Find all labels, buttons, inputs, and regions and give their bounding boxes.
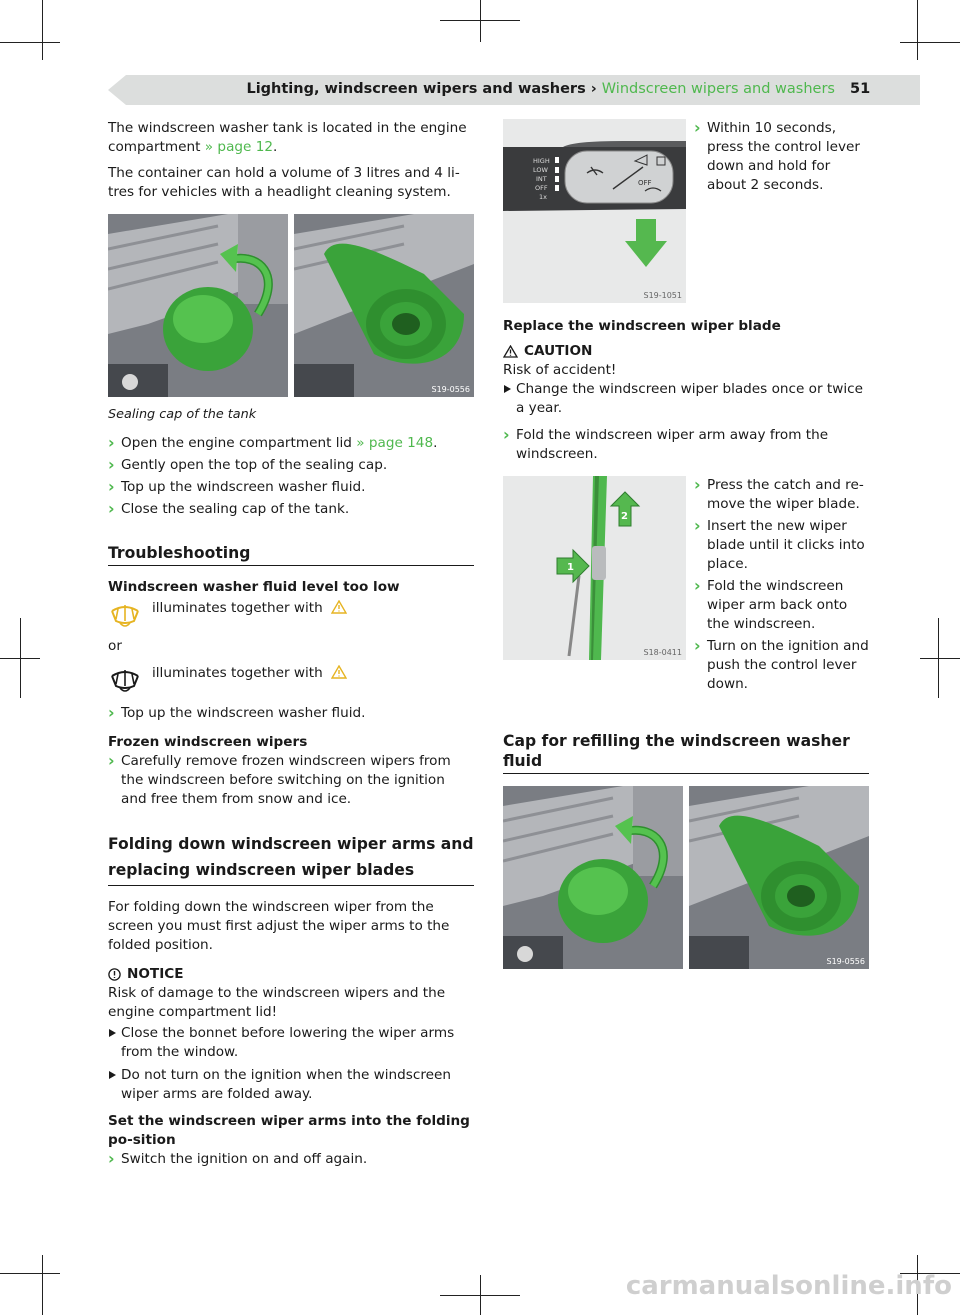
indicator-row-1 (108, 599, 474, 629)
crop-mark (917, 0, 918, 60)
blade-step-label-1: 1 (567, 562, 574, 573)
indicator-text-1 (152, 599, 347, 620)
step-fold-back: › Fold the windscreen wiper arm back onto the windscreen. (694, 577, 869, 634)
crop-mark (920, 658, 960, 659)
crop-mark (42, 0, 43, 60)
figure-code: S19-1051 (643, 291, 682, 300)
step-remove-blade: › Press the catch and re-move the wiper blade. (694, 476, 869, 514)
heading-low-fluid: Windscreen washer fluid level too low (108, 579, 400, 595)
control-lever-figure (503, 119, 686, 303)
folding-intro: For folding down the windscreen wiper from the screen you must first adjust the wiper arms to the folded position. (108, 899, 450, 953)
indicator-row-2 (108, 664, 474, 694)
lever-label-low: LOW (533, 166, 548, 174)
left-column (108, 119, 474, 1172)
breadcrumb (246, 80, 835, 99)
figure-code: S18-0411 (643, 648, 682, 657)
notice-label: NOTICE (127, 966, 184, 982)
crop-mark (0, 1273, 60, 1274)
breadcrumb-separator: › (585, 81, 602, 97)
wiper-blade-figure (503, 476, 686, 660)
figure-caption: Sealing cap of the tank (108, 407, 257, 422)
heading-replace-blade: Replace the windscreen wiper blade (503, 318, 781, 334)
warning-triangle-icon (503, 345, 518, 358)
crop-mark (480, 1275, 481, 1315)
lever-label-off: OFF (535, 184, 548, 192)
lever-step-text (694, 119, 869, 303)
breadcrumb-section[interactable]: Windscreen wipers and washers (601, 81, 835, 97)
caution-label: CAUTION (524, 343, 593, 359)
heading-troubleshooting: Troubleshooting (108, 543, 474, 566)
lever-label-int: INT (536, 175, 547, 183)
engine-photo-cap-closed (108, 214, 288, 397)
step-remove-frozen: › Carefully remove frozen windscreen wipers from the windscreen before switching on the ignition and free them from snow and ice. (108, 752, 474, 809)
indicator-text-2 (152, 664, 347, 685)
notice-item: Do not turn on the ignition when the windscreen wiper arms are folded away. (108, 1066, 474, 1104)
watermark[interactable]: carmanualsonline.info (625, 1271, 952, 1301)
lever-label-high: HIGH (533, 157, 550, 165)
engine-photo-cap-open (294, 214, 474, 397)
info-circle-icon (108, 968, 121, 981)
crop-mark (20, 618, 21, 698)
step-push-lever: › Turn on the ignition and push the control lever down. (694, 637, 869, 694)
heading-folding-down: Folding down windscreen wiper arms and replacing windscreen wiper blades (108, 831, 474, 886)
figure-code: S19-0556 (431, 385, 470, 394)
intro-end: . (273, 139, 278, 155)
right-column (503, 119, 869, 969)
indicator-label: illuminates together with (152, 665, 323, 681)
warning-triangle-icon (331, 600, 347, 620)
notice-text: Risk of damage to the windscreen wipers and the engine compartment lid! (108, 985, 446, 1020)
heading-frozen-wipers: Frozen windscreen wipers (108, 734, 308, 750)
engine-photo-cap-open-2 (689, 786, 869, 969)
crop-mark (480, 0, 481, 42)
blade-section (503, 476, 869, 697)
indicator-label: illuminates together with (152, 600, 323, 616)
step-close-cap: › Close the sealing cap of the tank. (108, 500, 474, 519)
step-open-cap: › Gently open the top of the sealing cap. (108, 456, 474, 475)
step-text: Open the engine compartment lid (121, 435, 357, 451)
caution-heading (503, 342, 869, 361)
step-press-lever: › Within 10 seconds, press the control lever down and hold for about 2 seconds. (694, 119, 869, 195)
lever-label-off2: OFF (638, 179, 652, 187)
blade-steps (694, 476, 869, 697)
step-top-up-fluid: › Top up the windscreen washer fluid. (108, 704, 474, 723)
step-end: . (433, 435, 438, 451)
capacity-paragraph: The container can hold a volume of 3 litres and 4 li-tres for vehicles with a headlight cleaning system. (108, 165, 460, 200)
lever-section (503, 119, 869, 303)
crop-mark (900, 42, 960, 43)
caution-text: Risk of accident! (503, 362, 617, 378)
crop-mark (938, 618, 939, 698)
heading-cap-refilling: Cap for refilling the windscreen washer fluid (503, 731, 869, 774)
crop-mark (0, 42, 60, 43)
figure-refill-cap (503, 786, 869, 969)
caution-item: Change the windscreen wiper blades once or twice a year. (503, 380, 869, 418)
washer-fluid-icon (108, 664, 142, 694)
notice-heading (108, 965, 474, 984)
step-open-lid (108, 434, 474, 453)
blade-step-label-2: 2 (621, 511, 628, 522)
crop-mark (42, 1255, 43, 1315)
heading-set-folding: Set the windscreen wiper arms into the folding po-sition (108, 1113, 470, 1148)
step-ignition-on-off: › Switch the ignition on and off again. (108, 1150, 474, 1169)
step-fold-arm: › Fold the windscreen wiper arm away from the windscreen. (503, 426, 869, 464)
page-number: 51 (850, 81, 871, 97)
warning-triangle-icon (331, 665, 347, 685)
engine-photo-cap-closed-2 (503, 786, 683, 969)
step-top-up: › Top up the windscreen washer fluid. (108, 478, 474, 497)
notice-item: Close the bonnet before lowering the wiper arms from the window. (108, 1024, 474, 1062)
lever-label-1x: 1x (539, 193, 547, 201)
figure-sealing-cap (108, 214, 474, 397)
step-insert-blade: › Insert the new wiper blade until it clicks into place. (694, 517, 869, 574)
or-text: or (108, 638, 122, 654)
caution-block (503, 342, 869, 418)
washer-fluid-warning-icon (108, 599, 142, 629)
figure-code: S19-0556 (826, 957, 865, 966)
page-link[interactable]: » page 148 (356, 435, 434, 451)
intro-paragraph (108, 119, 474, 157)
breadcrumb-chapter: Lighting, windscreen wipers and washers (246, 81, 586, 97)
intro-text: The windscreen washer tank is located in the engine compartment (108, 120, 467, 155)
notice-block (108, 965, 474, 1104)
page-link[interactable]: » page 12 (204, 139, 274, 155)
